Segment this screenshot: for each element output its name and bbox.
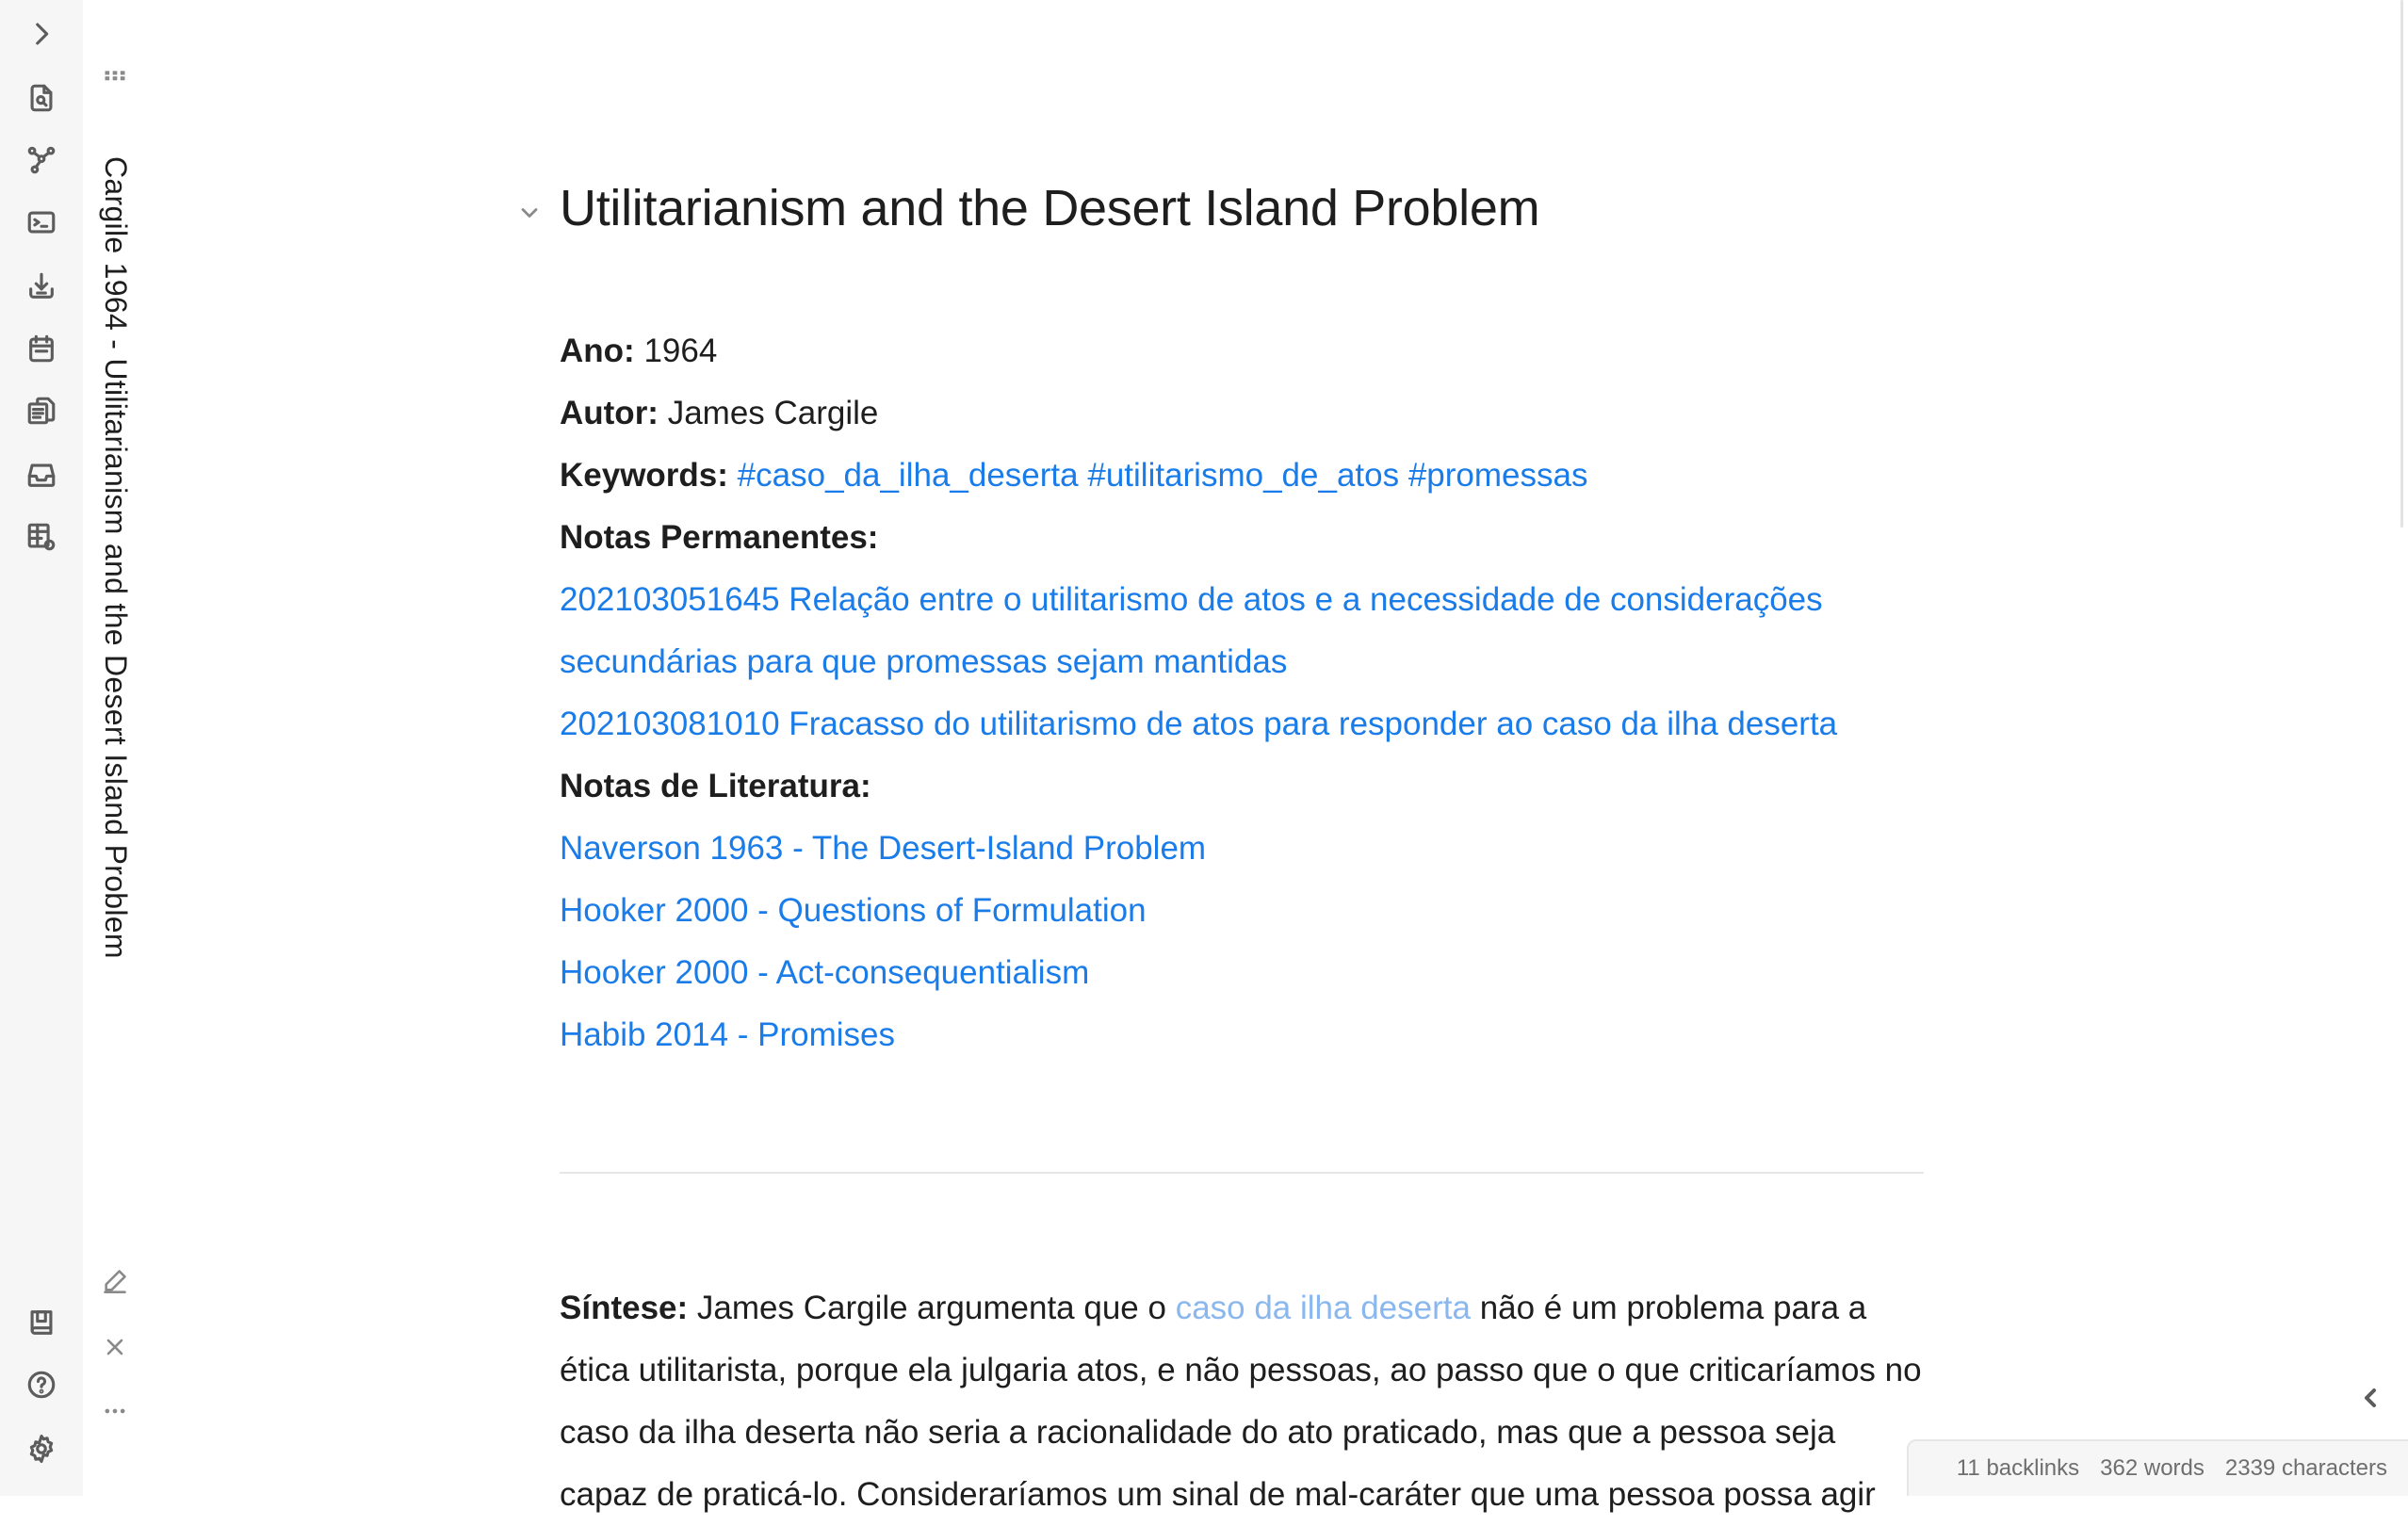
field-label: Autor: (560, 395, 659, 431)
character-count: 2339 characters (2224, 1455, 2387, 1481)
close-icon[interactable] (98, 1330, 132, 1364)
grid-icon[interactable] (98, 58, 132, 92)
internal-link[interactable]: Naverson 1963 - The Desert-Island Problem (560, 830, 1207, 867)
terminal-icon[interactable] (21, 202, 62, 243)
note-metadata (560, 320, 1935, 1066)
graph-icon[interactable] (21, 139, 62, 181)
backlinks-count[interactable]: 11 backlinks (1956, 1455, 2080, 1481)
section-label: Notas de Literatura: (560, 768, 871, 804)
field-label: Ano: (560, 333, 635, 369)
section-heading-permanentes (560, 507, 1935, 569)
internal-link[interactable]: secundárias para que promessas sejam mantidas (560, 643, 1288, 680)
settings-icon[interactable] (21, 1428, 62, 1469)
text: ética utilitarista, porque ela julgaria atos, e não pessoas, ao passo que o que criticaríamos no (560, 1352, 1922, 1388)
table-settings-icon[interactable] (21, 516, 62, 558)
field-label: Síntese: (560, 1290, 689, 1326)
help-icon[interactable] (21, 1364, 62, 1405)
text: não é um problema para a (1479, 1290, 1867, 1326)
calendar-note-icon[interactable] (21, 328, 62, 369)
inbox-icon[interactable] (21, 454, 62, 495)
field-ano (560, 320, 1935, 382)
tab-title-vertical[interactable]: Cargile 1964 - Utilitarianism and the Desert Island Problem (99, 156, 133, 959)
field-value: 1964 (643, 333, 718, 369)
field-label: Keywords: (560, 457, 728, 494)
field-value: James Cargile (667, 395, 879, 431)
chevron-right-icon[interactable] (21, 13, 62, 55)
tag-link[interactable]: #promessas (1407, 457, 1588, 494)
section-label: Notas Permanentes: (560, 519, 879, 556)
scrollbar[interactable] (2400, 0, 2403, 528)
internal-link[interactable]: Hooker 2000 - Questions of Formulation (560, 892, 1147, 929)
synthesis-paragraph (560, 1277, 1935, 1526)
chevron-left-icon[interactable] (2355, 1383, 2385, 1413)
text: capaz de praticá-lo. Consideraríamos um sinal de mal-caráter que uma pessoa possa agir (560, 1476, 1876, 1513)
internal-link[interactable]: 202103081010 Fracasso do utilitarismo de atos para responder ao caso da ilha deserta (560, 706, 1838, 742)
field-autor (560, 382, 1935, 445)
internal-link[interactable]: Habib 2014 - Promises (560, 1016, 895, 1053)
fold-heading-icon[interactable] (516, 200, 543, 226)
tag-link[interactable]: #caso_da_ilha_deserta (737, 457, 1079, 494)
text: caso da ilha deserta não seria a racionalidade do ato praticado, mas que a pessoa seja (560, 1414, 1836, 1451)
text: James Cargile argumenta que o (696, 1290, 1166, 1326)
field-keywords (560, 445, 1935, 507)
status-bar (1907, 1439, 2408, 1496)
file-search-icon[interactable] (21, 77, 62, 119)
word-count: 362 words (2100, 1455, 2205, 1481)
left-ribbon (0, 0, 83, 1496)
unresolved-link[interactable]: caso da ilha deserta (1175, 1290, 1471, 1326)
pencil-icon[interactable] (98, 1264, 132, 1298)
tag-link[interactable]: #utilitarismo_de_atos (1087, 457, 1400, 494)
page-title: Utilitarianism and the Desert Island Problem (560, 180, 1540, 236)
internal-link[interactable]: 202103051645 Relação entre o utilitarismo de atos e a necessidade de considerações (560, 581, 1823, 618)
book-icon[interactable] (21, 1302, 62, 1343)
copy-files-icon[interactable] (21, 390, 62, 431)
section-heading-literatura (560, 755, 1935, 818)
more-icon[interactable] (98, 1394, 132, 1428)
download-icon[interactable] (21, 266, 62, 307)
horizontal-rule (560, 1172, 1924, 1174)
internal-link[interactable]: Hooker 2000 - Act-consequentialism (560, 954, 1090, 991)
